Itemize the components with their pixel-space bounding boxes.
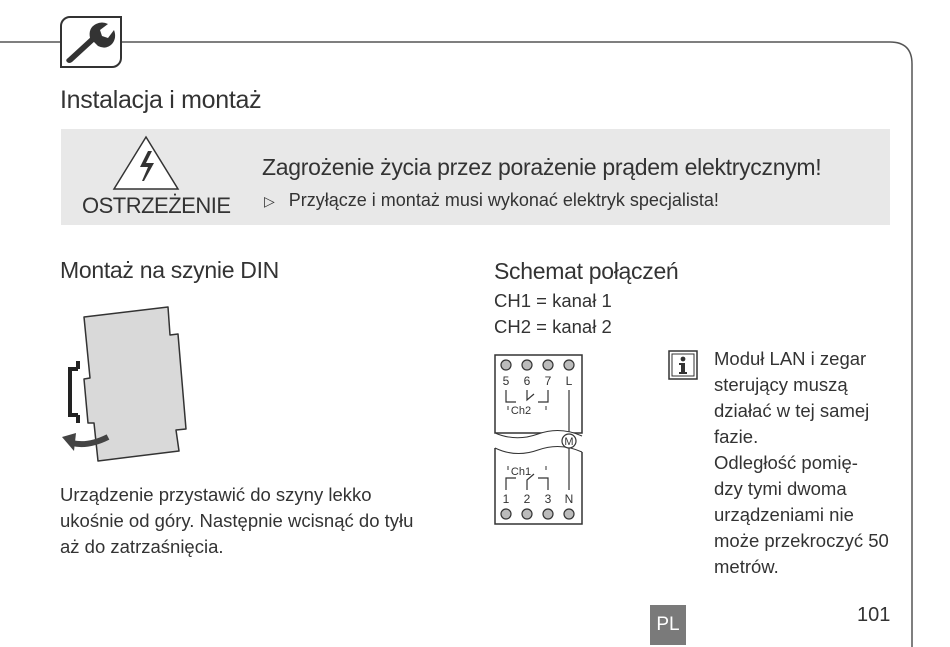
warning-label: OSTRZEŻENIE (82, 193, 231, 218)
warning-item (264, 190, 719, 211)
wiring-diagram (494, 354, 584, 526)
terminal-7: 7 (544, 374, 552, 388)
info-note (714, 346, 894, 580)
terminal-1: 1 (502, 492, 510, 506)
note-line: dzy tymi dwoma (714, 478, 847, 499)
warning-item-text: Przyłącze i montaż musi wykonać elektryk specjalista! (288, 190, 719, 210)
terminal-L: L (565, 374, 573, 388)
note-line: urządzeniami nie (714, 504, 854, 525)
high-voltage-icon (112, 135, 180, 191)
din-line: Urządzenie przystawić do szyny lekko (60, 484, 372, 505)
wrench-icon (60, 16, 122, 68)
terminal-5: 5 (502, 374, 510, 388)
channel-definition: CH2 = kanał 2 (494, 316, 612, 337)
din-line: aż do zatrzaśnięcia. (60, 536, 224, 557)
terminal-6: 6 (523, 374, 531, 388)
note-line: działać w tej samej (714, 400, 870, 421)
note-line: może przekroczyć 50 (714, 530, 889, 551)
din-heading: Montaż na szynie DIN (60, 257, 279, 283)
note-line: metrów. (714, 556, 779, 577)
din-instructions (60, 482, 413, 560)
language-badge: PL (650, 605, 686, 645)
note-line: fazie. (714, 426, 759, 447)
schema-heading: Schemat połączeń (494, 258, 679, 284)
terminal-2: 2 (523, 492, 531, 506)
din-rail-mounting-illustration (52, 303, 212, 465)
motor-symbol: M (564, 436, 574, 448)
note-line: Odległość pomię- (714, 452, 858, 473)
channel-1-label: Ch1 (510, 466, 532, 478)
note-line: Moduł LAN i zegar (714, 348, 867, 369)
warning-heading: Zagrożenie życia przez porażenie prądem elektrycznym! (262, 154, 822, 180)
info-icon (668, 350, 698, 380)
page-number: 101 (857, 604, 891, 626)
channel-2-label: Ch2 (510, 405, 532, 417)
page-title: Instalacja i montaż (60, 86, 262, 114)
note-line: sterujący muszą (714, 374, 848, 395)
bottom-terminal-screws (501, 509, 574, 519)
din-line: ukośnie od góry. Następnie wcisnąć do tyłu (60, 510, 414, 531)
triangle-bullet-icon: ▷ (264, 193, 275, 209)
terminal-N: N (564, 492, 574, 506)
terminal-3: 3 (544, 492, 552, 506)
channel-definition: CH1 = kanał 1 (494, 290, 612, 311)
